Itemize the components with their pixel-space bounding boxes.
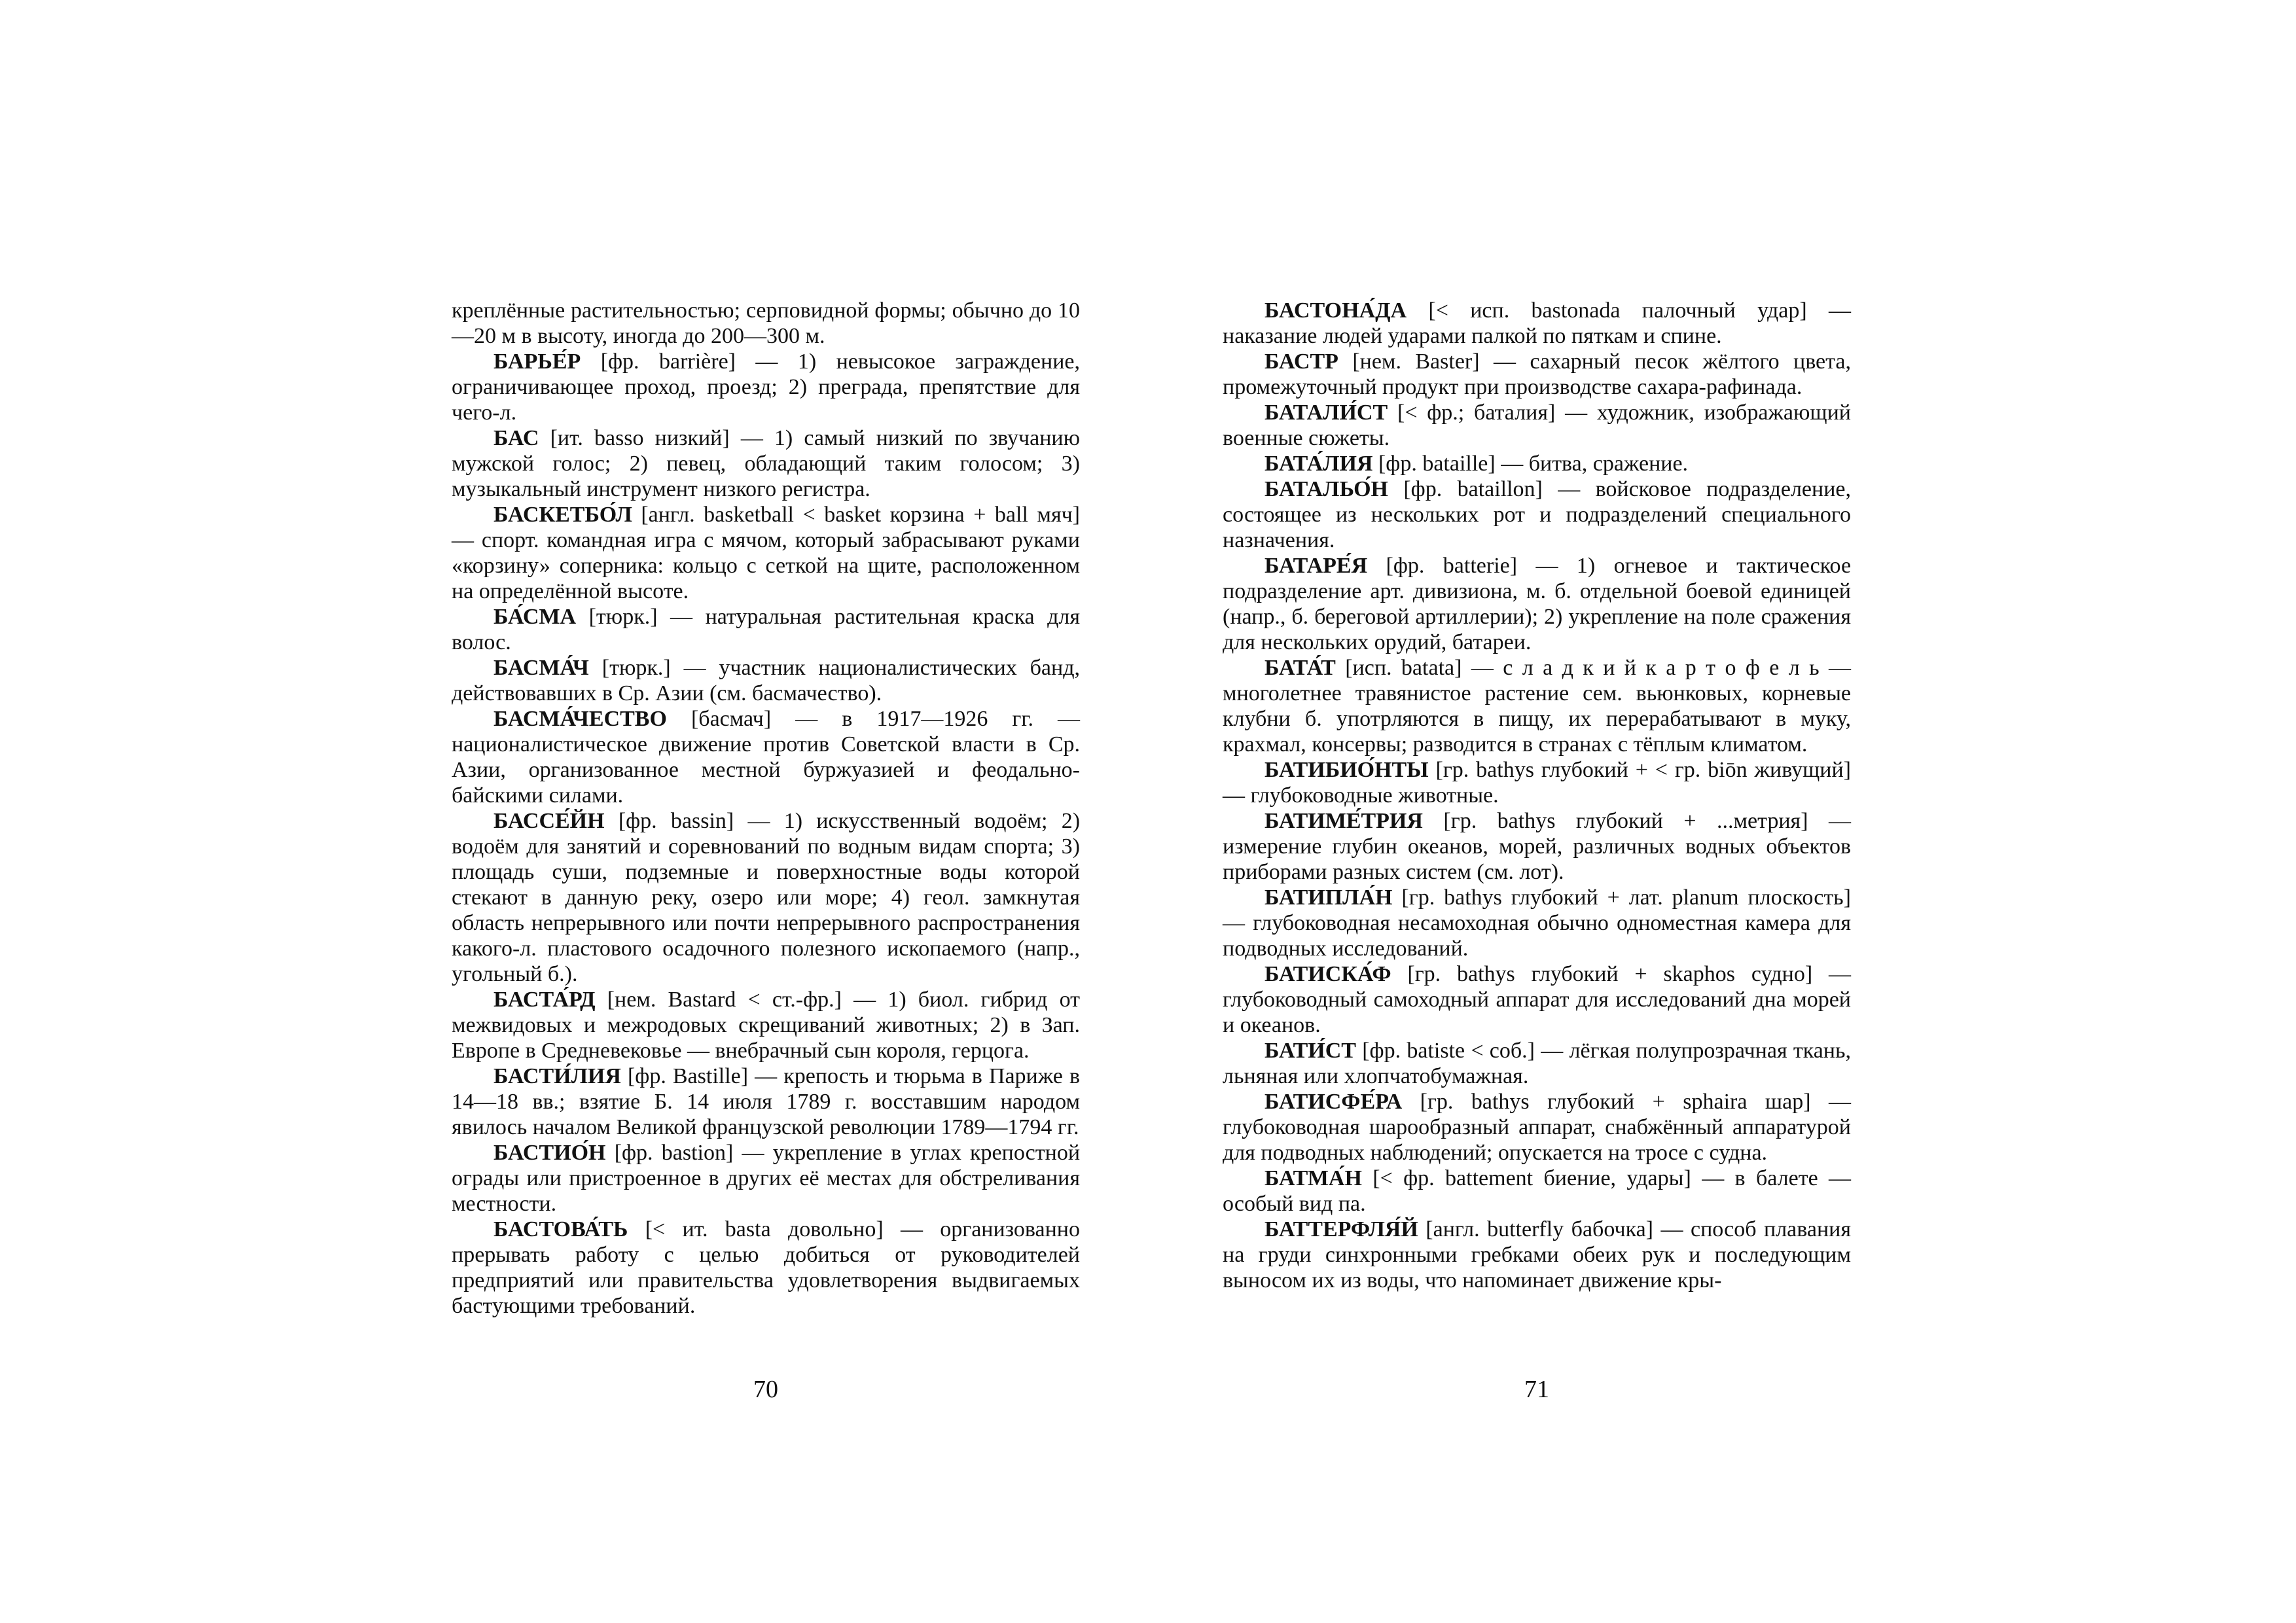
entry-etymology: [фр. batterie] xyxy=(1386,554,1518,578)
entry-definition: — войсковое подразделение, состоящее из нескольких рот и подразделений специального назначения. xyxy=(1223,477,1852,552)
entry-definition: — 1) огневое и тактическое подразделение арт. дивизиона, м. б. отдельной боевой единицей (напр., б. береговой артиллерии); 2) укрепление на поле сражения для нескольких орудий, батареи. xyxy=(1223,554,1852,654)
entry-etymology: [ит. basso низкий] xyxy=(550,426,730,450)
entry-etymology: [фр. batiste < соб.] xyxy=(1362,1039,1535,1063)
dictionary-entry xyxy=(452,1063,1080,1140)
entry-etymology: [тюрк.] xyxy=(588,605,658,629)
entry-etymology: [нем. Bastard < ст.-фр.] xyxy=(607,988,842,1012)
dictionary-entry xyxy=(1223,1166,1851,1217)
dictionary-entry xyxy=(1223,885,1851,961)
entry-definition: — глубоководный самоходный аппарат для исследований дна морей и океанов. xyxy=(1223,962,1852,1037)
entry-headword: БАТИМЕ́ТРИЯ xyxy=(1265,809,1423,833)
entry-definition: — способ плавания на груди синхронными гребками обеих рук и последующим выносом их из воды, что напоминает движение кры- xyxy=(1223,1217,1851,1293)
entry-definition: — укрепление в углах крепостной ограды или пристроенное в других её местах для обстреливания местности. xyxy=(452,1141,1081,1216)
entry-headword: БА́СМА xyxy=(493,605,577,629)
dictionary-entry xyxy=(1223,1038,1851,1089)
entry-etymology: [фр. bataille] xyxy=(1378,452,1496,476)
entry-definition: — в 1917—1926 гг. — националистическое движение против Советской власти в Ср. Азии, организованное местной буржуазией и феодально-байскими силами. xyxy=(452,707,1081,808)
dictionary-entry xyxy=(1223,553,1851,655)
entry-headword: БАТИБИО́НТЫ xyxy=(1265,758,1429,782)
entry-etymology: [фр. bassin] xyxy=(618,809,734,833)
dictionary-entry xyxy=(1223,476,1851,553)
entry-etymology: [гр. bathys глубокий + < гр. biōn живущий] xyxy=(1435,758,1851,782)
left-page-text xyxy=(452,298,1080,1319)
entry-definition: — 1) биол. гибрид от межвидовых и межродовых скрещиваний животных; 2) в Зап. Европе в Средневековье — внебрачный сын короля, герцога. xyxy=(452,988,1081,1063)
entry-definition: — глубоководные животные. xyxy=(1223,783,1499,808)
entry-headword: БАСТР xyxy=(1265,349,1338,374)
dictionary-entry xyxy=(452,1140,1080,1217)
entry-etymology: [гр. bathys глубокий + лат. planum плоскость] xyxy=(1401,885,1852,910)
entry-headword: БАТИСКА́Ф xyxy=(1265,962,1391,986)
dictionary-entry xyxy=(452,706,1080,808)
entry-headword: БАТА́Т xyxy=(1265,656,1336,680)
right-page-text xyxy=(1223,298,1851,1293)
entry-etymology: [гр. bathys глубокий + skaphos судно] xyxy=(1407,962,1813,986)
entry-definition: — организованно прерывать работу с целью добиться от руководителей предприятий или правительства удовлетворения выдвигаемых бастующими требований. xyxy=(452,1217,1081,1318)
dictionary-entry xyxy=(452,808,1080,987)
entry-headword: БАССЕ́ЙН xyxy=(493,809,605,833)
dictionary-entry xyxy=(1223,349,1851,400)
entry-headword: БАСТИО́Н xyxy=(493,1141,606,1165)
dictionary-entry xyxy=(452,655,1080,706)
entry-headword: БАРЬЕ́Р xyxy=(493,349,581,374)
dictionary-entry xyxy=(1223,757,1851,808)
entry-definition: — с л а д к и й к а р т о ф е л ь — многолетнее травянистое растение сем. вьюнковых, корневые клубни б. употрляются в пищу, их перерабатывают в муку, крахмал, консервы; разводится в странах с тёплым климатом. xyxy=(1223,656,1852,757)
entry-definition: — спорт. командная игра с мячом, который забрасывают руками «корзину» соперника: кольцо с сеткой на щите, расположенном на определённой высоте. xyxy=(452,528,1080,603)
dictionary-entry xyxy=(1223,961,1851,1038)
dictionary-entry xyxy=(1223,451,1851,476)
entry-etymology: [фр. barrière] xyxy=(600,349,736,374)
entry-etymology: [исп. batata] xyxy=(1345,656,1462,680)
entry-headword: БАСМА́Ч xyxy=(493,656,589,680)
entry-definition: — лёгкая полупрозрачная ткань, льняная или хлопчатобумажная. xyxy=(1223,1039,1852,1088)
entry-etymology: [фр. bataillon] xyxy=(1403,477,1543,501)
entry-headword: БАТИ́СТ xyxy=(1265,1039,1356,1063)
dictionary-entry xyxy=(1223,298,1851,349)
entry-definition: — 1) невысокое заграждение, ограничивающее проход, проезд; 2) преграда, препятствие для чего-л. xyxy=(452,349,1080,425)
entry-definition: — сахарный песок жёлтого цвета, промежуточный продукт при производстве сахара-рафинада. xyxy=(1223,349,1852,399)
entry-etymology: [нем. Baster] xyxy=(1352,349,1480,374)
entry-definition: — участник националистических банд, действовавших в Ср. Азии (см. басмачество). xyxy=(452,656,1081,705)
entry-headword: БАСМА́ЧЕСТВО xyxy=(493,707,667,731)
entry-definition: креплённые растительностью; серповидной формы; обычно до 10—20 м в высоту, иногда до 200—300 м. xyxy=(452,298,1080,348)
entry-definition: — художник, изображающий военные сюжеты. xyxy=(1223,401,1851,450)
entry-headword: БАСТОНА́ДА xyxy=(1265,298,1407,323)
left-page-number: 70 xyxy=(753,1376,778,1403)
dictionary-entry xyxy=(1223,1089,1851,1166)
entry-definition: — измерение глубин океанов, морей, различных водных объектов приборами разных систем (см. лот). xyxy=(1223,809,1852,884)
entry-headword: БАТМА́Н xyxy=(1265,1166,1362,1190)
entry-etymology: [гр. bathys глубокий + sphaira шар] xyxy=(1420,1090,1811,1114)
dictionary-entry xyxy=(452,502,1080,604)
entry-headword: БАТАЛЬО́Н xyxy=(1265,477,1388,501)
entry-headword: БАТИПЛА́Н xyxy=(1265,885,1393,910)
entry-etymology: [фр. bastion] xyxy=(614,1141,734,1165)
entry-etymology: [< фр. battement биение, удары] xyxy=(1372,1166,1691,1190)
entry-etymology: [< исп. bastonada палочный удар] xyxy=(1428,298,1807,323)
entry-headword: БАСТОВА́ТЬ xyxy=(493,1217,628,1241)
dictionary-entry xyxy=(452,987,1080,1063)
entry-headword: БАСКЕТБО́Л xyxy=(493,503,632,527)
entry-etymology: [гр. bathys глубокий + ...метрия] xyxy=(1443,809,1808,833)
dictionary-entry xyxy=(1223,1217,1851,1293)
right-page-number: 71 xyxy=(1524,1376,1549,1403)
entry-headword: БАТИСФЕ́РА xyxy=(1265,1090,1403,1114)
dictionary-entry xyxy=(452,604,1080,655)
entry-definition: — крепость и тюрьма в Париже в 14—18 вв.; взятие Б. 14 июля 1789 г. восставшим народом явилось началом Великой французской революции 1789—1794 гг. xyxy=(452,1064,1080,1139)
entry-headword: БАТАЛИ́СТ xyxy=(1265,401,1388,425)
dictionary-entry xyxy=(1223,655,1851,757)
dictionary-entry xyxy=(1223,808,1851,885)
entry-etymology: [басмач] xyxy=(691,707,772,731)
dictionary-entry xyxy=(452,349,1080,425)
entry-definition: — глубоководная несамоходная обычно одноместная камера для подводных исследований. xyxy=(1223,911,1851,961)
dictionary-entry xyxy=(1223,400,1851,451)
entry-definition: — в балете — особый вид па. xyxy=(1223,1166,1852,1216)
entry-definition: — глубоководная шарообразный аппарат, снабжённый аппаратурой для подводных наблюдений; опускается на тросе с судна. xyxy=(1223,1090,1852,1165)
entry-etymology: [< фр.; баталия] xyxy=(1397,401,1556,425)
entry-definition: — натуральная растительная краска для волос. xyxy=(452,605,1080,654)
dictionary-entry xyxy=(452,298,1080,349)
dictionary-entry xyxy=(452,1217,1080,1319)
entry-etymology: [англ. butterfly бабочка] xyxy=(1426,1217,1653,1241)
entry-definition: — битва, сражение. xyxy=(1501,452,1689,476)
entry-etymology: [< ит. basta довольно] xyxy=(645,1217,884,1241)
entry-headword: БАСТИ́ЛИЯ xyxy=(493,1064,621,1088)
entry-headword: БАТА́ЛИЯ xyxy=(1265,452,1373,476)
entry-definition: — наказание людей ударами палкой по пяткам и спине. xyxy=(1223,298,1852,348)
entry-headword: БАТТЕРФЛЯ́Й xyxy=(1265,1217,1418,1241)
entry-headword: БАТАРЕ́Я xyxy=(1265,554,1368,578)
entry-etymology: [англ. basketball < basket корзина + ball мяч] xyxy=(641,503,1081,527)
entry-etymology: [тюрк.] xyxy=(601,656,671,680)
entry-etymology: [фр. Bastille] xyxy=(627,1064,749,1088)
entry-headword: БАСТА́РД xyxy=(493,988,596,1012)
entry-definition: — 1) искусственный водоём; 2) водоём для занятий и соревнований по водным видам спорта; 3) площадь суши, подземные и поверхностные воды которой стекают в данную реку, озеро или море; 4) геол. замкнутая область непрерывного или почти непрерывного распространения какого-л. пластового осадочного полезного ископаемого (напр., угольный б.). xyxy=(452,809,1081,986)
dictionary-entry xyxy=(452,425,1080,502)
entry-headword: БАС xyxy=(493,426,539,450)
entry-definition: — 1) самый низкий по звучанию мужской голос; 2) певец, обладающий таким голосом; 3) музыкальный инструмент низкого регистра. xyxy=(452,426,1081,501)
